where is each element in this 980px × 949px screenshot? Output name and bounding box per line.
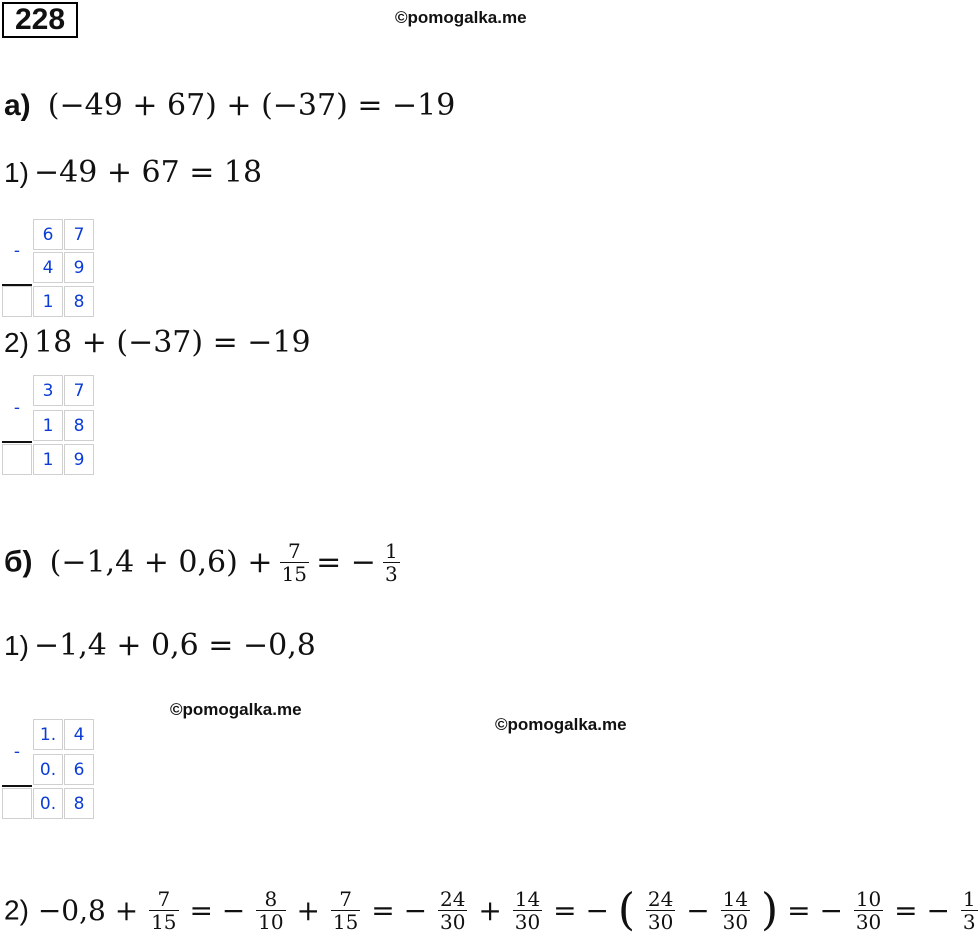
minus-sign: - [13,398,21,418]
fraction: $\frac{7}{15}$ [151,887,177,934]
grid-cell: 8 [64,410,94,441]
step-expression: 18 + (−37) = −19 [34,325,311,360]
minus-sign: - [13,241,21,261]
fraction: $\frac{14}{30}$ [514,887,541,934]
grid-cell: 1 [33,410,63,441]
right-paren: ) [761,884,779,936]
step-expression: −49 + 67 = 18 [34,155,263,190]
part-b-step2 [4,884,980,936]
operator: + [296,894,320,927]
grid-cell-empty [2,444,32,475]
part-b-label: б) [4,545,33,579]
grid-cell: 1. [33,719,63,750]
step-prefix: 2) [4,327,29,358]
operator: = − [787,894,843,927]
grid-cell: 7 [64,219,94,250]
grid-cell: 7 [64,375,94,406]
operator: − [686,894,710,927]
grid-cell: 8 [64,788,94,819]
fraction: $\frac{14}{30}$ [722,887,749,934]
grid-cell: 4 [33,252,63,283]
step-prefix: 2) [4,894,29,926]
fraction: $\frac{7}{15}$ [332,887,359,934]
left-paren: ( [617,884,635,936]
grid-cell: 4 [64,719,94,750]
problem-number: 228 [2,2,78,38]
grid-cell: 3 [33,375,63,406]
grid-cell: 0. [33,788,63,819]
step-prefix: 1) [4,630,29,661]
part-b-equation-line [4,540,402,585]
fraction: $\frac{1}{3}$ [385,539,398,586]
sum-rule [2,785,32,787]
step-expression: −1,4 + 0,6 = −0,8 [34,628,316,663]
operator: = − [553,894,609,927]
grid-cell: 1 [33,286,63,317]
grid-cell: 6 [33,219,63,250]
grid-cell: 6 [64,754,94,785]
fraction: $\frac{24}{30}$ [440,887,466,934]
watermark-left: ©pomogalka.me [170,700,302,719]
fraction: $\frac{24}{30}$ [647,887,674,934]
operator: = − [371,894,428,927]
equals-minus: = − [316,545,376,580]
grid-cell: 8 [64,286,94,317]
fraction: $\frac{10}{30}$ [855,887,882,934]
sum-rule [2,441,32,443]
part-b-step1 [4,628,316,663]
part-a-equation: (−49 + 67) + (−37) = −19 [47,88,456,123]
grid-cell: 1 [33,444,63,475]
part-a-label: а) [4,89,31,122]
part-a-equation-line [4,88,455,123]
step-prefix: 1) [4,157,29,188]
fraction: $\frac{7}{15}$ [281,539,308,586]
watermark-top: ©pomogalka.me [395,8,527,27]
operator: = − [894,894,950,927]
operator: + [478,894,502,927]
fraction: $\frac{1}{3}$ [962,887,976,934]
fraction: $\frac{8}{10}$ [258,887,284,934]
grid-cell-empty [2,788,32,819]
grid-cell: 0. [33,754,63,785]
part-a-step1 [4,155,262,190]
watermark-right: ©pomogalka.me [495,715,627,734]
grid-cell: 9 [64,444,94,475]
operator: = − [189,894,246,927]
part-a-step2 [4,325,311,360]
grid-cell: 9 [64,252,94,283]
grid-cell-empty [2,286,32,317]
term: −0,8 + [37,894,139,927]
minus-sign: - [13,742,21,762]
part-b-equation-lhs: (−1,4 + 0,6) + [49,545,273,580]
